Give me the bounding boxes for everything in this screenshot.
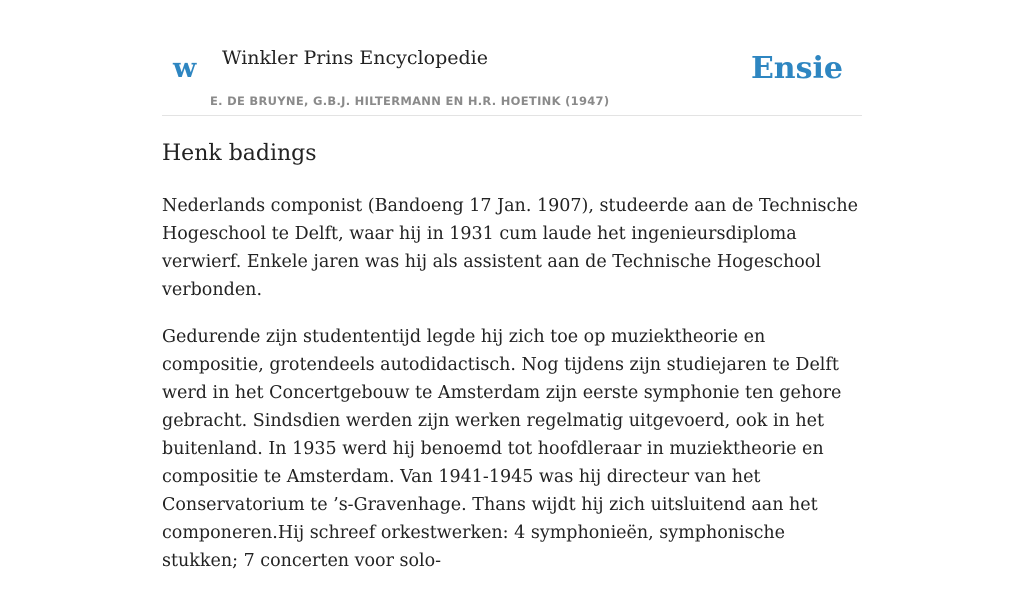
site-title[interactable]: Winkler Prins Encyclopedie <box>222 47 488 69</box>
article-paragraph: Nederlands componist (Bandoeng 17 Jan. 1907), studeerde aan de Technische Hogeschool te Delft, waar hij in 1931 cum laude het ingenieursdiploma verwierf. Enkele jaren was hij als assistent aan de Technische Hogeschool verbonden. <box>162 196 858 300</box>
site-subtitle: E. DE BRUYNE, G.B.J. HILTERMANN EN H.R. HOETINK (1947) <box>210 94 610 108</box>
brand-logo[interactable]: Ensie <box>750 51 843 86</box>
article-paragraph: Gedurende zijn studententijd legde hij zich toe op muziektheorie en compositie, grotendeels autodidactisch. Nog tijdens zijn studiejaren te Delft werd in het Concertgebouw te Amsterdam zijn eerste symphonie ten gehore gebracht. Sindsdien werden zijn werken regelmatig uitgevoerd, ook in het buitenland. In 1935 werd hij benoemd tot hoofdleraar in muziektheorie en compositie te Amsterdam. Van 1941-1945 was hij directeur van het Conservatorium te ’s-Gravenhage. Thans wijdt hij zich uitsluitend aan het componeren.Hij schreef orkestwerken: 4 symphonieën, symphonische stukken; 7 concerten voor solo- <box>162 327 842 571</box>
site-header <box>162 0 862 116</box>
page <box>162 0 862 571</box>
article-title: Henk badings <box>162 141 317 166</box>
article-body <box>162 192 862 594</box>
site-logo[interactable]: w <box>173 53 197 84</box>
